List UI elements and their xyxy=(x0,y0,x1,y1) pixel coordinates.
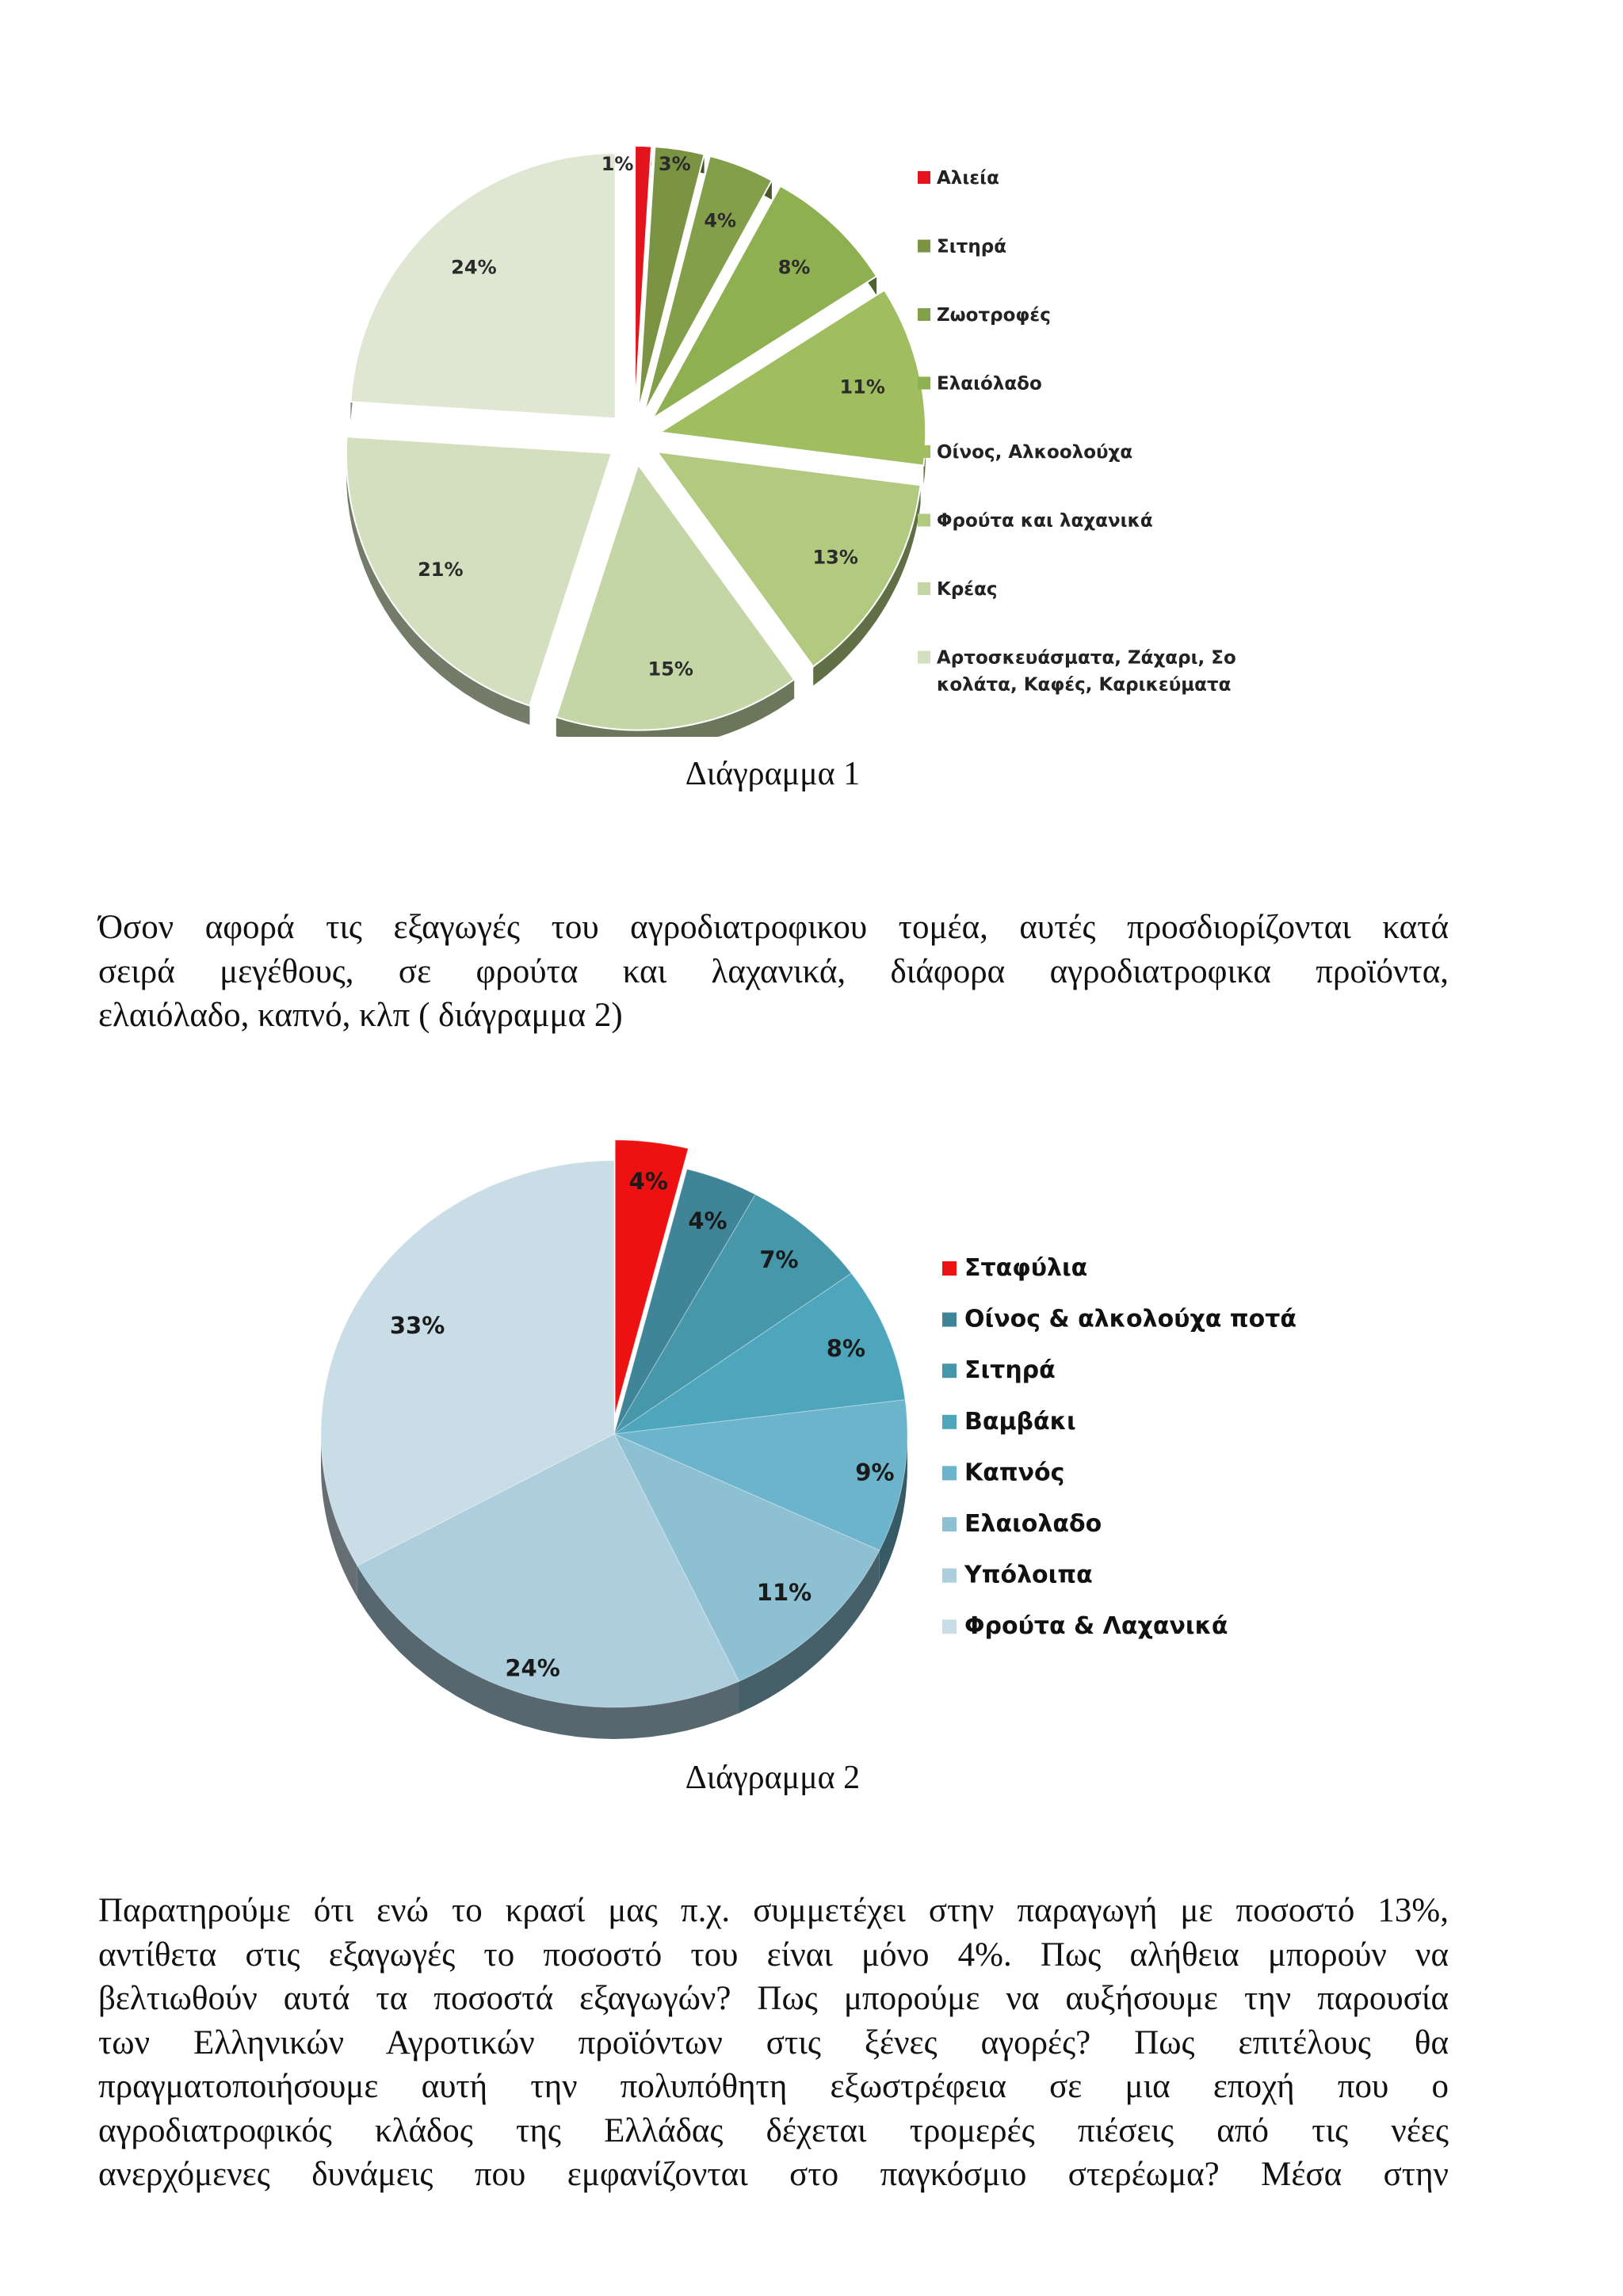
paragraph-line: σειρά μεγέθους, σε φρούτα και λαχανικά, διάφορα αγροδιατροφικα προϊόντα, xyxy=(98,952,1449,990)
chart-2-legend-label: Φρούτα & Λαχανικά xyxy=(964,1612,1228,1641)
chart-1-legend-label: Αρτοσκευάσματα, Ζάχαρι, Σο xyxy=(937,647,1236,669)
chart-1-legend-swatch xyxy=(918,514,930,527)
chart-2-legend-swatch xyxy=(942,1466,957,1480)
chart-2-legend-swatch xyxy=(942,1261,957,1276)
chart-2-legend-label: Υπόλοιπα xyxy=(964,1561,1093,1589)
chart-1-legend-swatch xyxy=(918,308,930,321)
chart-1-value-label: 1% xyxy=(601,153,634,175)
paragraph-2 xyxy=(98,1889,1449,2197)
chart-1-legend-swatch xyxy=(918,582,930,595)
chart-1-legend-swatch xyxy=(918,445,930,458)
chart-2-legend-label: Ελαιολαδο xyxy=(964,1510,1102,1538)
chart-1-legend-swatch xyxy=(918,377,930,390)
chart-1-legend-label: Ζωοτροφές xyxy=(937,305,1051,326)
chart-2-legend-swatch xyxy=(942,1569,957,1583)
chart-2-legend-swatch xyxy=(942,1313,957,1327)
chart-1-legend-label: Αλιεία xyxy=(937,168,999,189)
chart-1-caption: Διάγραμμα 1 xyxy=(685,756,861,792)
chart-1-value-label: 24% xyxy=(451,256,497,279)
paragraph-line: ελαιόλαδο, καπνό, κλπ ( διάγραμμα 2) xyxy=(98,997,623,1034)
chart-1-legend-label: Ελαιόλαδο xyxy=(937,373,1042,395)
chart-2 xyxy=(0,1109,1623,1743)
chart-2-value-label: 33% xyxy=(389,1312,445,1339)
chart-2-value-label: 9% xyxy=(855,1459,895,1486)
chart-1-legend-label: κολάτα, Καφές, Καρικεύματα xyxy=(937,674,1232,696)
chart-2-legend-label: Οίνος & αλκολούχα ποτά xyxy=(964,1305,1296,1333)
chart-1-legend-swatch xyxy=(918,171,930,184)
chart-1-slice xyxy=(350,153,615,418)
chart-1-legend-swatch xyxy=(918,240,930,253)
chart-1-legend-label: Κρέας xyxy=(937,579,998,600)
chart-2-caption: Διάγραμμα 2 xyxy=(685,1760,861,1796)
chart-2-legend-label: Σταφύλια xyxy=(964,1254,1088,1282)
chart-2-legend-label: Καπνός xyxy=(964,1459,1065,1487)
chart-2-value-label: 4% xyxy=(688,1207,727,1234)
chart-2-value-label: 4% xyxy=(628,1168,668,1195)
chart-1-value-label: 4% xyxy=(704,209,737,232)
chart-1-legend-label: Σιτηρά xyxy=(937,236,1006,257)
chart-1-value-label: 3% xyxy=(658,153,691,175)
paragraph-line: Όσον αφορά τις εξαγωγές του αγροδιατροφικου τομέα, αυτές προσδιορίζονται κατά xyxy=(98,909,1449,946)
paragraph-line: αντίθετα στις εξαγωγές το ποσοστό του είναι μόνο 4%. Πως αλήθεια μπορούν να xyxy=(98,1936,1449,1974)
paragraph-line: βελτιωθούν αυτά τα ποσοστά εξαγωγών? Πως μπορούμε να αυξήσουμε την παρουσία xyxy=(98,1980,1449,2017)
chart-2-legend-label: Σιτηρά xyxy=(964,1356,1056,1385)
chart-1-value-label: 13% xyxy=(812,546,858,569)
chart-1-value-label: 15% xyxy=(647,658,693,681)
chart-2-value-label: 24% xyxy=(505,1654,560,1682)
chart-2-value-label: 7% xyxy=(759,1246,799,1273)
paragraph-line: των Ελληνικών Αγροτικών προϊόντων στις ξένες αγορές? Πως επιτέλους θα xyxy=(98,2023,1449,2061)
paragraph-1 xyxy=(98,906,1449,1038)
paragraph-line: ανερχόμενες δυνάμεις που εμφανίζονται στο παγκόσμιο στερέωμα? Μέσα στην xyxy=(98,2156,1449,2193)
chart-2-legend-swatch xyxy=(942,1619,957,1634)
chart-2-value-label: 8% xyxy=(826,1335,866,1362)
chart-1-legend xyxy=(918,168,1236,696)
chart-1-slice xyxy=(346,437,612,706)
chart-2-legend-swatch xyxy=(942,1363,957,1378)
paragraph-line: πραγματοποιήσουμε αυτή την πολυπόθητη εξωστρέφεια σε μια εποχή που ο xyxy=(98,2068,1449,2105)
paragraph-line: αγροδιατροφικός κλάδος της Ελλάδας δέχεται τρομερές πιέσεις από τις νέες xyxy=(98,2111,1449,2149)
paragraph-line: Παρατηρούμε ότι ενώ το κρασί μας π.χ. συμμετέχει στην παραγωγή με ποσοστό 13%, xyxy=(98,1892,1449,1929)
chart-2-slices xyxy=(321,1140,907,1707)
chart-1-value-label: 21% xyxy=(418,559,464,581)
chart-1-legend-label: Φρούτα και λαχανικά xyxy=(937,510,1153,532)
chart-1-value-label: 8% xyxy=(777,256,811,279)
chart-2-legend xyxy=(942,1254,1296,1640)
chart-1-legend-label: Οίνος, Αλκοολούχα xyxy=(937,442,1133,463)
chart-2-value-label: 11% xyxy=(756,1579,812,1606)
chart-1-legend-swatch xyxy=(918,651,930,664)
chart-2-legend-swatch xyxy=(942,1415,957,1429)
chart-2-legend-label: Βαμβάκι xyxy=(964,1407,1076,1436)
chart-1-slices xyxy=(346,146,926,730)
chart-1 xyxy=(0,135,1623,737)
chart-2-legend-swatch xyxy=(942,1517,957,1531)
chart-1-value-label: 11% xyxy=(839,376,885,399)
